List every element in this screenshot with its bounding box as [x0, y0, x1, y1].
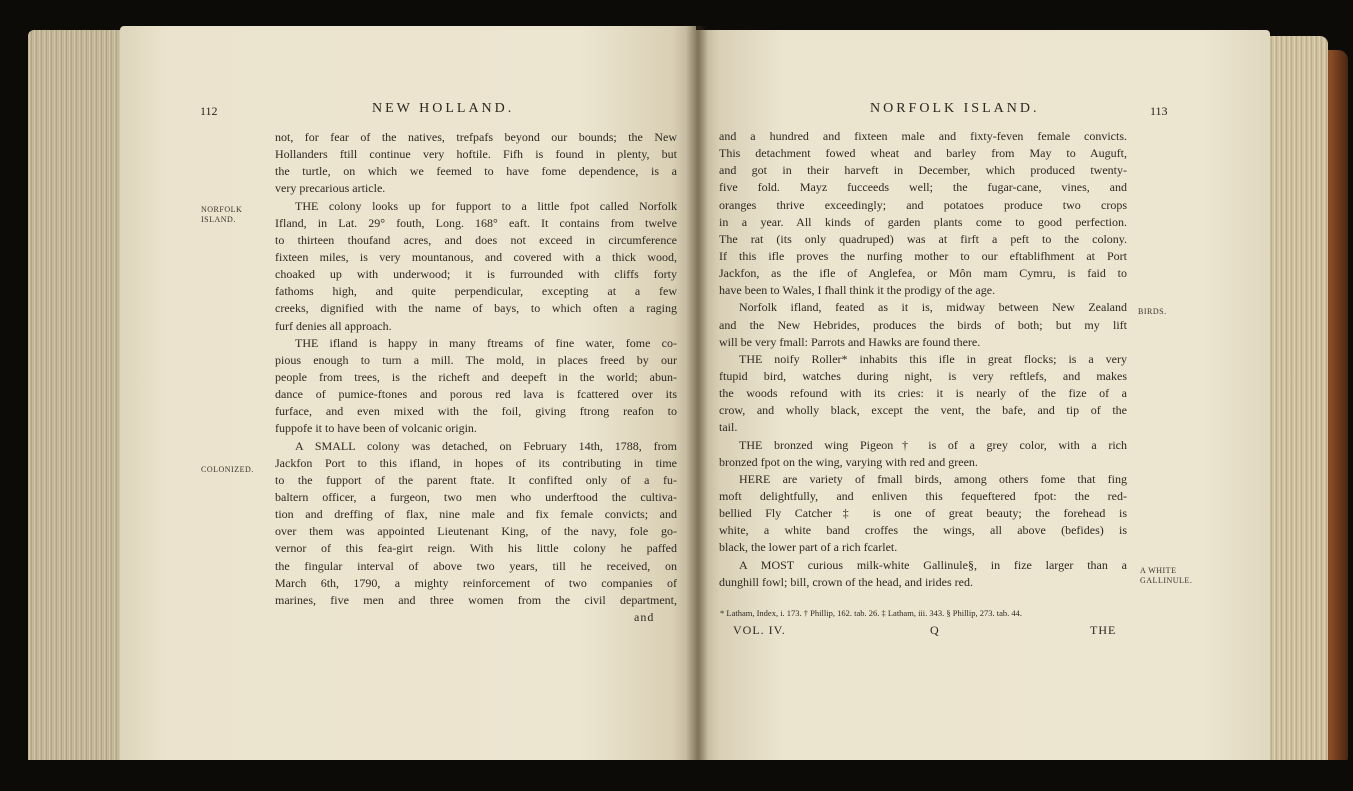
text-line: choaked up with underwood; it is furrounded with cliffs forty	[275, 267, 677, 282]
margin-note-colonized: COLONIZED.	[201, 465, 254, 474]
left-page-edges	[28, 30, 124, 770]
text-line: moft delightfully, and enliven this fequeftered fpot: the red-	[719, 488, 1127, 503]
text-line: dunghill fowl; bill, crown of the head, and irides red.	[719, 574, 973, 589]
text-line: five fold. Mayz fucceeds well; the fugar-cane, vines, and	[719, 180, 1127, 195]
text-line: the woods refound with its cries: it is nearly of the fize of a	[719, 386, 1127, 401]
left-page-number: 112	[200, 104, 218, 118]
right-page-number: 113	[1150, 104, 1168, 118]
text-line: furface, and even mixed with the foil, giving ftrong reafon to	[275, 404, 677, 419]
text-line: THE bronzed wing Pigeon† is of a grey color, with a rich	[739, 437, 1127, 452]
text-line: and got in their harveft in December, which produced twenty-	[719, 163, 1127, 178]
text-line: furf denies all approach.	[275, 318, 392, 333]
margin-note-white-gallinule: A WHITE GALLINULE.	[1140, 566, 1193, 585]
text-line: HERE are variety of fmall birds, among others fome that fing	[739, 471, 1127, 486]
signature-mark: Q	[930, 623, 940, 637]
volume-label: VOL. IV.	[733, 623, 786, 637]
text-line: white, a white band croffes the wings, all above (befides) is	[719, 523, 1127, 538]
text-line: to the fupport of the parent ftate. It confifted only of a fu-	[275, 472, 677, 487]
text-line: and a hundred and fixteen male and fixty-feven female convicts.	[719, 129, 1127, 143]
text-line: A SMALL colony was detached, on February 14th, 1788, from	[295, 438, 677, 453]
text-line: THE colony looks up for fupport to a little fpot called Norfolk	[295, 198, 677, 213]
text-line: ftupid bird, watches during night, is very reftlefs, and makes	[719, 368, 1127, 383]
text-line: A MOST curious milk-white Gallinule§, in fize larger than a	[739, 557, 1127, 572]
text-line: fixteen miles, is very mountanous, and covered with a thick wood,	[275, 249, 677, 264]
text-line: tion and dreffing of flax, nine male and fix female convicts; and	[275, 507, 677, 522]
text-line: THE ifland is happy in many ftreams of fine water, fome co-	[295, 335, 677, 350]
text-line: tail.	[719, 420, 738, 435]
text-line: Jackfon Port to this ifland, in hopes of its contributing in time	[275, 455, 677, 470]
margin-note-birds: BIRDS.	[1138, 307, 1167, 316]
text-line: not, for fear of the natives, trefpafs beyond our bounds; the New	[275, 130, 677, 144]
text-line: fathoms high, and quite perpendicular, excepting at a few	[275, 284, 677, 299]
text-line: pious enough to turn a mill. The mold, in places freed by our	[275, 352, 677, 367]
left-running-head: NEW HOLLAND.	[372, 101, 515, 116]
left-page-body	[275, 129, 677, 609]
text-line: dance of pumice-ftones and porous red lava is fcattered over its	[275, 387, 677, 402]
text-line: have been to Wales, I fhall think it the prodigy of the age.	[719, 283, 996, 298]
text-line: Hollanders ftill continue very hoftile. Fifh is found in plenty, but	[275, 147, 677, 162]
text-line: Ifland, in Lat. 29° fouth, Long. 168° eaft. It contains from twelve	[275, 215, 677, 230]
text-line: in a year. All kinds of garden plants come to good perfection.	[719, 214, 1127, 229]
right-catchword: THE	[1090, 623, 1117, 637]
text-line: the turtle, on which we feemed to have fome dependence, is a	[275, 164, 677, 179]
text-line: crow, and wholly black, except the vent, the bafe, and tip of the	[719, 403, 1127, 418]
text-line: vernor of this fea-girt reign. With his little colony he paffed	[275, 541, 677, 556]
text-line: over them was appointed Lieutenant King, of the navy, fole go-	[275, 524, 677, 539]
text-line: the fingular interval of above two years, till he received, on	[275, 558, 677, 573]
text-line: Norfolk ifland, feated as it is, midway between New Zealand	[739, 300, 1127, 315]
text-line: Jackfon, as the ifle of Anglefea, or Môn mam Cymru, is faid to	[719, 266, 1127, 281]
left-catchword: and	[634, 610, 655, 624]
text-line: THE noify Roller* inhabits this ifle in great flocks; is a very	[739, 351, 1127, 366]
text-line: and the New Hebrides, produces the birds of both; but my lift	[719, 317, 1127, 332]
text-line: baltern officer, a furgeon, two men who underftood the cultiva-	[275, 489, 677, 504]
right-page-edges	[1268, 36, 1328, 771]
footnotes: * Latham, Index, i. 173. † Phillip, 162. tab. 26. ‡ Latham, iii. 343. § Phillip, 273. tab. 44.	[720, 608, 1022, 618]
text-line: people from trees, is the richeft and deepeft in the world; abun-	[275, 369, 677, 384]
text-line: to thirteen thoufand acres, and does not exceed in circumference	[275, 232, 677, 247]
text-line: March 6th, 1790, a mighty reinforcement of two companies of	[275, 575, 677, 590]
text-line: black, the lower part of a rich fcarlet.	[719, 540, 898, 555]
text-line: very precarious article.	[275, 181, 386, 196]
text-line: If this ifle proves the nurfing mother to our eftablifhment at Port	[719, 248, 1127, 263]
right-running-head: NORFOLK ISLAND.	[870, 101, 1040, 116]
text-line: marines, five men and three women from the civil department,	[275, 592, 677, 607]
text-line: oranges thrive exceedingly; and potatoes produce two crops	[719, 197, 1127, 212]
right-page-body	[719, 128, 1127, 591]
text-line: bellied Fly Catcher‡ is one of great beauty; the forehead is	[719, 506, 1127, 521]
book-gutter	[686, 26, 708, 771]
background-bottom	[0, 760, 1353, 791]
text-line: The rat (its only quadruped) was at firft a peft to the colony.	[719, 231, 1127, 246]
margin-note-norfolk-island: NORFOLK ISLAND.	[201, 205, 243, 224]
text-line: creeks, dignified with the name of bays, to which often a raging	[275, 301, 677, 316]
text-line: bronzed fpot on the wing, varying with red and green.	[719, 454, 978, 469]
text-line: This detachment fowed wheat and barley from May to Auguft,	[719, 146, 1127, 161]
text-line: fuppofe it to have been of volcanic origin.	[275, 421, 477, 436]
text-line: will be very fmall: Parrots and Hawks are found there.	[719, 334, 981, 349]
